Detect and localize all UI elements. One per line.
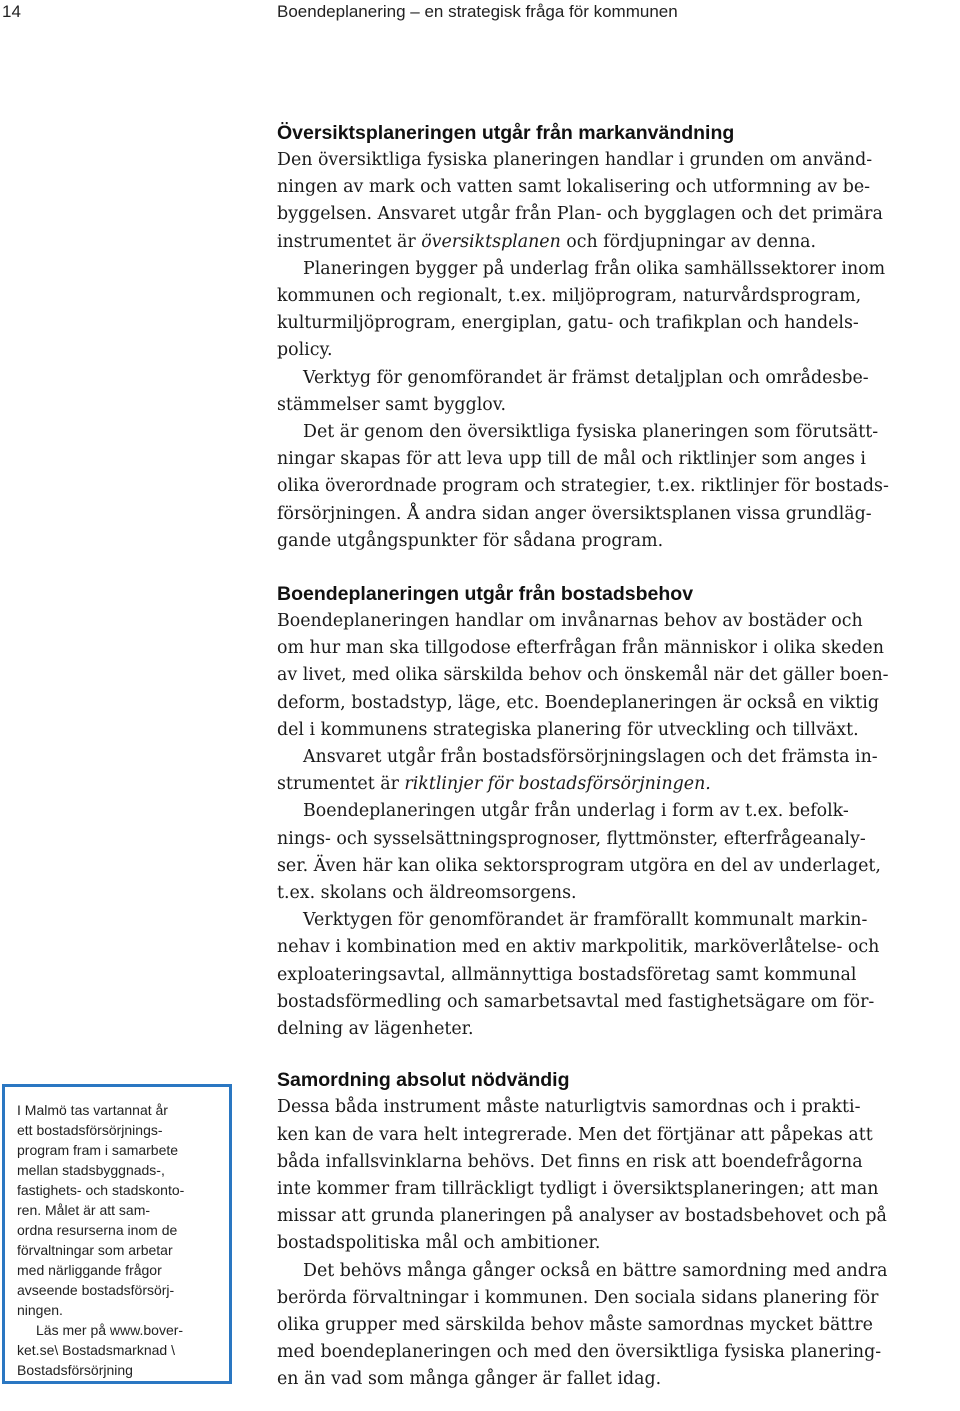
emphasis: riktlinjer för bostadsförsörjningen.: [404, 774, 711, 795]
text-line: Bostadsförsörjning: [17, 1362, 133, 1378]
text-line: Verktyg för genomförandet är främst detaljplan och områdesbe-: [303, 367, 869, 388]
text-line: exploateringsavtal, allmännyttiga bostadsföretag samt kommunal: [277, 964, 857, 985]
text-line: Ansvaret utgår från bostadsförsörjningslagen och det främsta in-: [303, 747, 878, 768]
text-line: Verktygen för genomförandet är framförallt kommunalt markin-: [303, 910, 868, 931]
text-line: strumentet är riktlinjer för bostadsförsörjningen.: [277, 774, 711, 795]
section-body: [277, 147, 957, 555]
main-column: [277, 120, 957, 1394]
text-line: program fram i samarbete: [17, 1142, 179, 1158]
text-line: t.ex. skolans och äldreomsorgens.: [277, 883, 577, 904]
text-line: båda infallsvinklarna behövs. Det finns en risk att boendefrågorna: [277, 1151, 863, 1172]
text-line: med närliggande frågor: [17, 1262, 162, 1278]
section-heading: Boendeplaneringen utgår från bostadsbehov: [277, 583, 694, 606]
section-heading: Översiktsplaneringen utgår från markanvändning: [277, 122, 735, 144]
text-line: försörjningen. Å andra sidan anger översiktsplanen vissa grundläg-: [277, 503, 872, 524]
text-line: Dessa båda instrument måste naturligtvis samordnas och i prakti-: [277, 1097, 861, 1118]
text-line: missar att grunda planeringen på analyser av bostadsbehovet och på: [277, 1206, 887, 1227]
text-line: Planeringen bygger på underlag från olika samhällssektorer inom: [303, 258, 886, 279]
text-line: ren. Målet är att sam-: [17, 1202, 151, 1218]
text-line: ningen.: [17, 1302, 63, 1318]
text-line: ningar skapas för att leva upp till de mål och riktlinjer som anges i: [277, 449, 866, 470]
text-line: byggelsen. Ansvaret utgår från Plan- och bygglagen och det primära: [277, 204, 883, 225]
text-line: förvaltningar som arbetar: [17, 1242, 173, 1258]
text-line: med boendeplaneringen och med den översiktliga fysiska planering-: [277, 1342, 882, 1363]
text-line: policy.: [277, 340, 333, 361]
page-number: 14: [2, 2, 21, 21]
text-line: om hur man ska tillgodose efterfrågan från människor i olika skeden: [277, 638, 884, 659]
text-line: fastighets- och stadskonto-: [17, 1182, 185, 1198]
text-line: inte kommer fram tillräckligt tydligt i översiktsplaneringen; att man: [277, 1178, 879, 1199]
text-line: nehav i kombination med en aktiv markpolitik, marköverlåtelse- och: [277, 937, 880, 958]
text-line: kommunen och regionalt, t.ex. miljöprogram, naturvårdsprogram,: [277, 286, 862, 307]
text-line: ningen av mark och vatten samt lokalisering och utformning av be-: [277, 177, 870, 198]
section-heading: Samordning absolut nödvändig: [277, 1069, 570, 1092]
sidebar-note: [2, 1084, 232, 1384]
text-line: olika överordnade program och strategier, t.ex. riktlinjer för bostads-: [277, 476, 889, 497]
text-line: del i kommunens strategiska planering för utveckling och tillväxt.: [277, 719, 859, 740]
emphasis: översiktsplanen: [421, 231, 561, 252]
text-line: Boendeplaneringen utgår från underlag i form av t.ex. befolk-: [303, 801, 849, 822]
section-body: [277, 608, 957, 1043]
page-header: [0, 0, 960, 26]
text-line: ett bostadsförsörjnings-: [17, 1122, 163, 1138]
text-line: ordna resurserna inom de: [17, 1222, 178, 1238]
section-body: [277, 1094, 957, 1393]
text-line: kulturmiljöprogram, energiplan, gatu- och trafikplan och handels-: [277, 313, 859, 334]
text-line: berörda förvaltningar i kommunen. Den sociala sidans planering för: [277, 1287, 879, 1308]
text-line: instrumentet är översiktsplanen och fördjupningar av denna.: [277, 231, 817, 252]
text-line: stämmelser samt bygglov.: [277, 394, 507, 415]
text-line: olika grupper med särskilda behov måste samordnas mycket bättre: [277, 1314, 873, 1335]
text-line: ket.se\ Bostadsmarknad \: [17, 1342, 175, 1358]
text-line: Det är genom den översiktliga fysiska planeringen som förutsätt-: [303, 422, 879, 443]
text-line: Boendeplaneringen handlar om invånarnas behov av bostäder och: [277, 611, 863, 632]
text-line: ken kan de vara helt integrerade. Men det förtjänar att påpekas att: [277, 1124, 873, 1145]
running-title: Boendeplanering – en strategisk fråga för kommunen: [277, 2, 678, 21]
text-line: I Malmö tas vartannat år: [17, 1102, 168, 1118]
text-line: av livet, med olika särskilda behov och önskemål när det gäller boen-: [277, 665, 889, 686]
text-line: mellan stadsbyggnads-,: [17, 1162, 165, 1178]
text-line: Läs mer på www.bover-: [36, 1322, 184, 1338]
text-line: bostadsförmedling och samarbetsavtal med fastighetsägare om för-: [277, 991, 875, 1012]
text-line: ser. Även här kan olika sektorsprogram utgöra en del av underlaget,: [277, 855, 881, 876]
text-line: delning av lägenheter.: [277, 1019, 474, 1040]
text-line: nings- och sysselsättningsprognoser, flyttmönster, efterfrågeanaly-: [277, 828, 866, 849]
text-line: en än vad som många gånger är fallet idag.: [277, 1369, 662, 1390]
text-line: Det behövs många gånger också en bättre samordning med andra: [303, 1260, 888, 1281]
text-line: deform, bostadstyp, läge, etc. Boendeplaneringen är också en viktig: [277, 692, 879, 713]
text-line: Den översiktliga fysiska planeringen handlar i grunden om använd-: [277, 150, 873, 170]
text-line: bostadspolitiska mål och ambitioner.: [277, 1233, 601, 1254]
text-line: avseende bostadsförsörj-: [17, 1282, 175, 1298]
text-line: gande utgångspunkter för sådana program.: [277, 530, 664, 551]
